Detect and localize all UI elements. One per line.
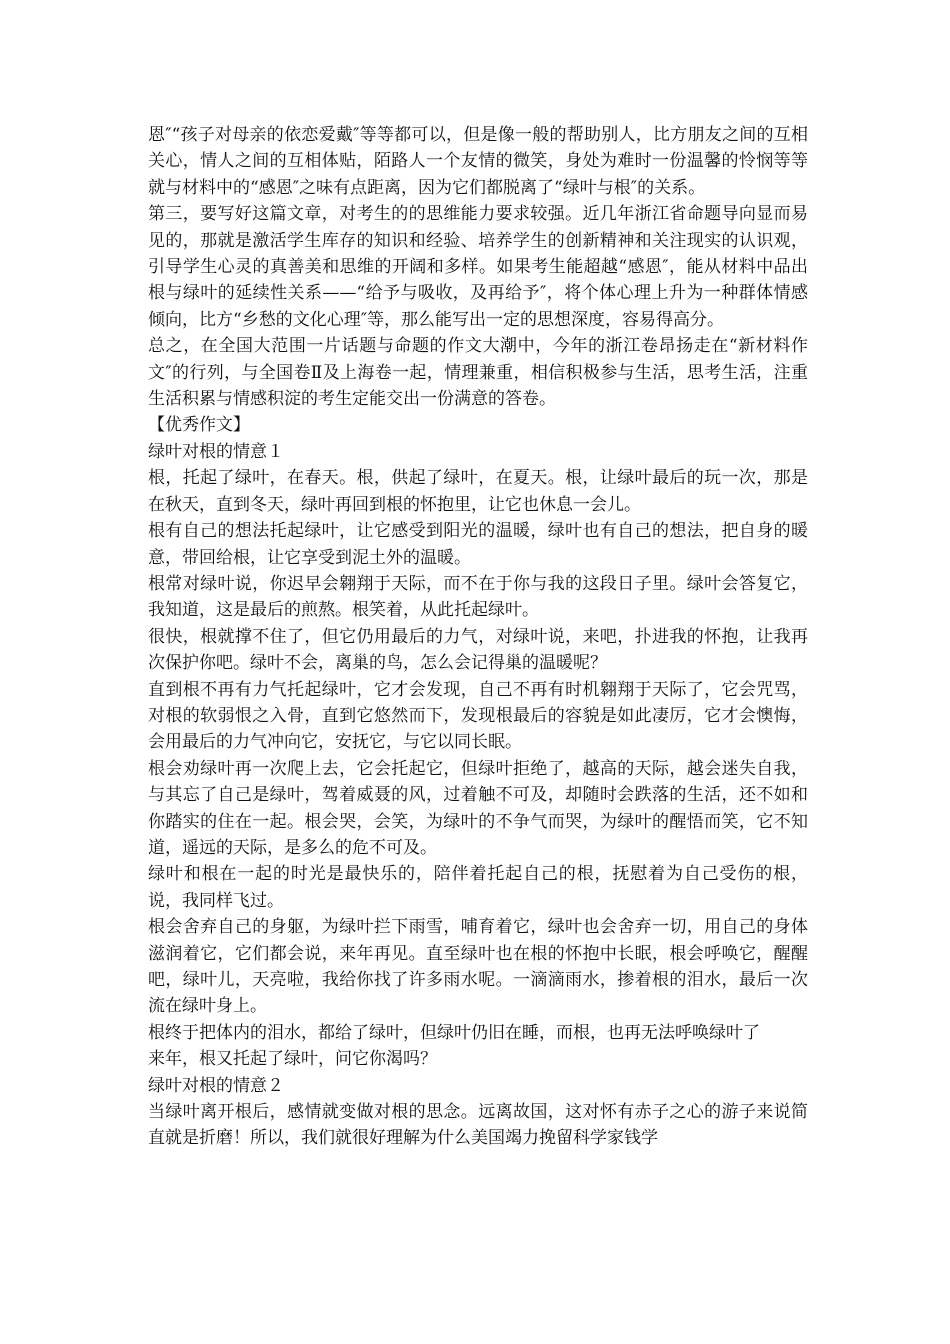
essay-1-paragraph: 根有自己的想法托起绿叶，让它感受到阳光的温暖，绿叶也有自己的想法，把自身的暖意，带回给根，让它享受到泥土外的温暖。 [148,521,808,568]
essay-1-paragraph: 根会劝绿叶再一次爬上去，它会托起它，但绿叶拒绝了，越高的天际，越会迷失自我，与其忘了自己是绿叶，驾着威聂的风，过着触不可及，却随时会跌落的生活，还不如和你踏实的住在一起。根会哭，会笑，为绿叶的不争气而哭，为绿叶的醒悟而笑，它不知道，遥远的天际，是多么的危不可及。 [148,758,808,858]
essay-1-paragraph: 绿叶和根在一起的时光是最快乐的，陪伴着托起自己的根，抚慰着为自己受伤的根，说，我同样飞过。 [148,864,808,911]
essay-1-paragraph: 直到根不再有力气托起绿叶，它才会发现，自己不再有时机翱翔于天际了，它会咒骂，对根的软弱恨之入骨，直到它悠然而下，发现根最后的容貌是如此凄厉，它才会懊悔，会用最后的力气冲向它，安抚它，与它以同长眠。 [148,679,808,753]
paragraph-third-point: 第三，要写好这篇文章，对考生的的思维能力要求较强。近几年浙江省命题导向显而易见的，那就是激活学生库存的知识和经验、培养学生的创新精神和关注现实的认识观，引导学生心灵的真善美和思维的开阔和多样。如果考生能超越“感恩″，能从材料中品出根与绿叶的延续性关系——“给予与吸收，及再给予″，将个体心理上升为一种群体情感倾向，比方“乡愁的文化心理″等，那么能写出一定的思想深度，容易得高分。 [148,204,808,330]
paragraph-conclusion: 总之，在全国大范围一片话题与命题的作文大潮中，今年的浙江卷昂扬走在“新材料作文″的行列，与全国卷Ⅱ及上海卷一起，情理兼重，相信积极参与生活，思考生活，注重生活积累与情感积淀的考生定能交出一份满意的答卷。 [148,336,808,410]
essay-title-1: 绿叶对根的情意１ [148,441,284,462]
section-heading-excellent-essays: 【优秀作文】 [148,415,250,436]
essay-1-paragraph: 根常对绿叶说，你迟早会翱翔于天际，而不在于你与我的这段日子里。绿叶会答复它，我知道，这是最后的煎熬。根笑着，从此托起绿叶。 [148,573,808,621]
essay-1-paragraph: 根会舍弃自己的身躯，为绿叶拦下雨雪，哺育着它，绿叶也会舍弃一切，用自己的身体滋润着它，它们都会说，来年再见。直至绿叶也在根的怀抱中长眠，根会呼唤它，醒醒吧，绿叶儿，天亮啦，我给你找了许多雨水呢。一滴滴雨水，掺着根的泪水，最后一次流在绿叶身上。 [148,917,808,1017]
essay-1-paragraph: 来年，根又托起了绿叶，问它你渴吗？ [148,1049,437,1070]
essay-title-2: 绿叶对根的情意２ [148,1075,284,1096]
paragraph-gratitude-scope: 恩″“孩子对母亲的依恋爱戴″等等都可以，但是像一般的帮助别人，比方朋友之间的互相关心，情人之间的互相体贴，陌路人一个友情的微笑，身处为难时一份温馨的怜悯等等就与材料中的“感恩″之味有点距离，因为它们都脱离了“绿叶与根″的关系。 [148,125,808,198]
essay-1-paragraph: 很快，根就撑不住了，但它仍用最后的力气，对绿叶说，来吧，扑进我的怀抱，让我再次保护你吧。绿叶不会，离巢的鸟，怎么会记得巢的温暖呢？ [148,626,808,674]
essay-2-paragraph: 当绿叶离开根后，感情就变做对根的思念。远离故国，这对怀有赤子之心的游子来说简直就是折磨！所以，我们就很好理解为什么美国竭力挽留科学家钱学 [148,1102,808,1149]
essay-1-paragraph: 根终于把体内的泪水，都给了绿叶，但绿叶仍旧在睡，而根，也再无法呼唤绿叶了 [148,1022,760,1043]
essay-1-paragraph: 根，托起了绿叶，在春天。根，供起了绿叶，在夏天。根，让绿叶最后的玩一次，那是在秋天，直到冬天，绿叶再回到根的怀抱里，让它也休息一会儿。 [148,468,808,515]
document-body [148,122,808,1152]
